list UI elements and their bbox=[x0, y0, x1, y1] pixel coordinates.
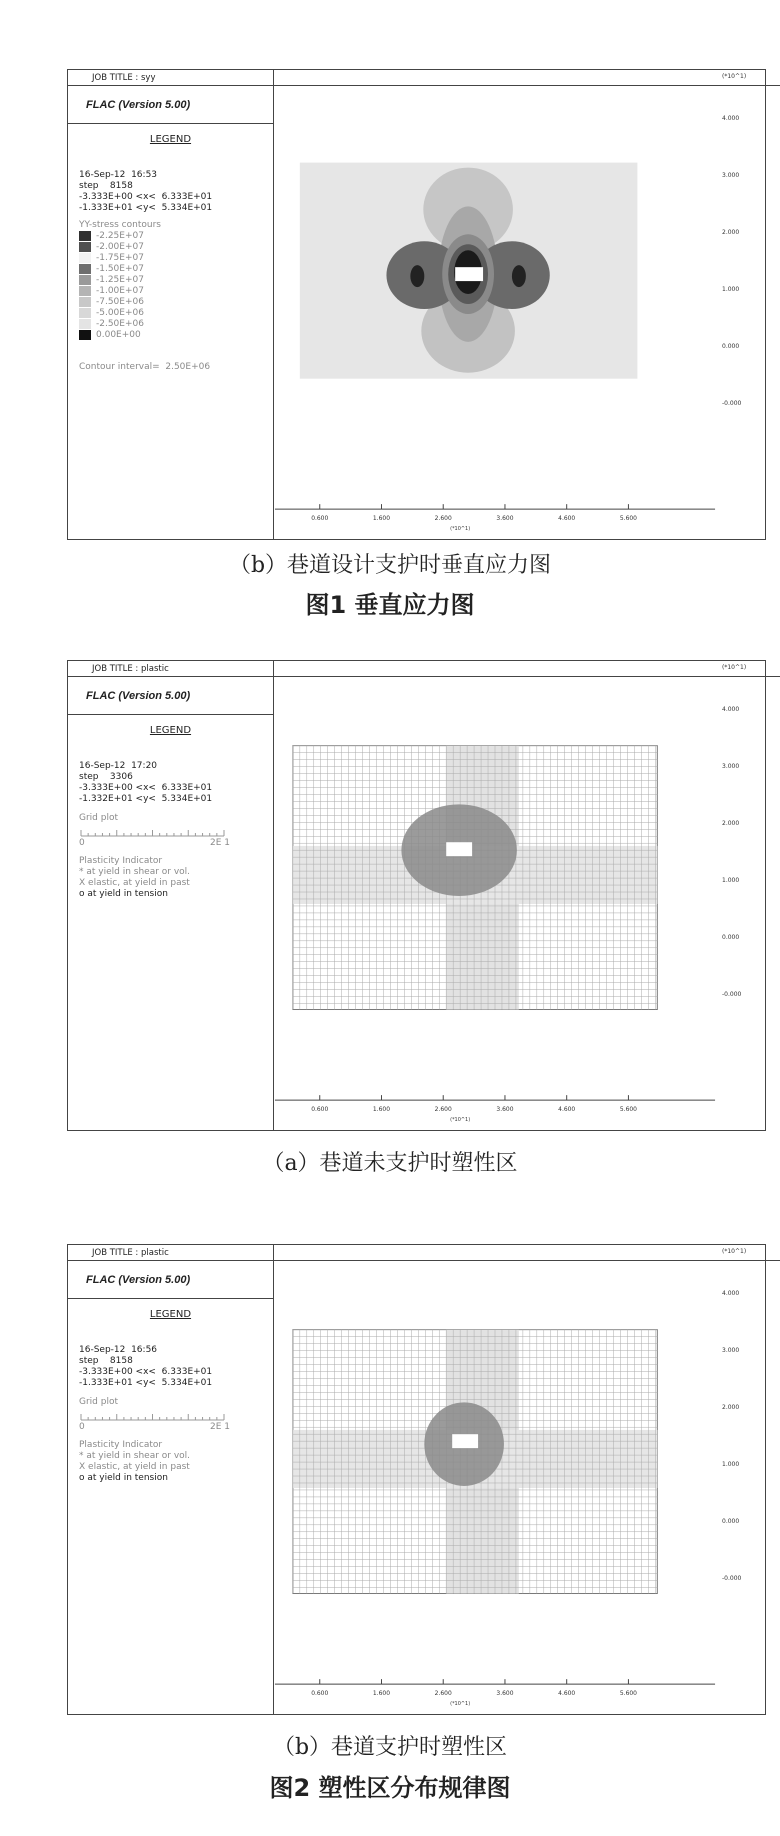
y-range: -1.333E+01 <y< 5.334E+01 bbox=[79, 203, 213, 213]
contour-swatch bbox=[79, 297, 91, 307]
plastic-zone-plot bbox=[274, 661, 716, 1130]
x-axis-label: (*10^1) bbox=[450, 526, 471, 533]
contour-level-label: -1.00E+07 bbox=[96, 286, 144, 296]
y-tick-label: 1.000 bbox=[722, 286, 740, 293]
y-tick-label: 0.000 bbox=[722, 1518, 740, 1525]
job-title: JOB TITLE : plastic bbox=[68, 1245, 273, 1261]
contour-swatch bbox=[79, 231, 91, 241]
x-tick-label: 1.600 bbox=[372, 1690, 391, 1698]
figure-caption: 图1 垂直应力图 bbox=[305, 591, 475, 619]
subfigure-caption: （a）巷道未支护时塑性区 bbox=[262, 1151, 518, 1176]
contour-swatch bbox=[79, 253, 91, 263]
grid-plot-label: Grid plot bbox=[79, 813, 118, 823]
contour-title: YY-stress contours bbox=[79, 220, 161, 230]
run-date: 16-Sep-12 16:53 bbox=[79, 170, 158, 180]
contour-level-label: -5.00E+06 bbox=[96, 308, 144, 318]
job-title: JOB TITLE : syy bbox=[68, 70, 273, 86]
y-tick-label: -0.000 bbox=[722, 1575, 742, 1582]
x-tick-label: 2.600 bbox=[434, 1106, 452, 1114]
x-tick-label: 3.600 bbox=[496, 1690, 514, 1698]
contour-level-label: 0.00E+00 bbox=[96, 330, 141, 340]
step-count: step 3306 bbox=[79, 772, 133, 782]
y-tick-label: 1.000 bbox=[722, 877, 740, 884]
x-axis-ticks bbox=[311, 504, 637, 532]
y-axis bbox=[716, 1245, 767, 1714]
contour-level-label: -1.50E+07 bbox=[96, 264, 144, 274]
subfigure-caption: （b）巷道支护时塑性区 bbox=[272, 1735, 508, 1760]
grid-scale-bar bbox=[79, 827, 229, 839]
figure-caption: 图2 塑性区分布规律图 bbox=[269, 1774, 511, 1802]
x-range: -3.333E+00 <x< 6.333E+01 bbox=[79, 1367, 213, 1377]
x-tick-label: 3.600 bbox=[496, 515, 514, 523]
y-axis bbox=[716, 661, 767, 1130]
flac-version: FLAC (Version 5.00) bbox=[68, 86, 273, 124]
x-tick-label: 1.600 bbox=[372, 515, 391, 523]
contour-interval: Contour interval= 2.50E+06 bbox=[79, 362, 211, 372]
plasticity-item: * at yield in shear or vol. bbox=[79, 1451, 191, 1461]
contour-level-label: -2.00E+07 bbox=[96, 242, 144, 252]
x-axis-ticks bbox=[311, 1095, 637, 1123]
contour-swatch bbox=[79, 319, 91, 329]
y-tick-label: 4.000 bbox=[722, 706, 740, 713]
y-tick-label: 0.000 bbox=[722, 934, 740, 941]
y-axis-label: (*10^1) bbox=[722, 73, 747, 80]
y-tick-label: 2.000 bbox=[722, 1404, 740, 1411]
x-tick-label: 1.600 bbox=[372, 1106, 391, 1114]
legend-column bbox=[68, 1245, 274, 1714]
contour-level-label: -7.50E+06 bbox=[96, 297, 144, 307]
plastic-figure-panel bbox=[67, 660, 766, 1131]
grid-plot-label: Grid plot bbox=[79, 1397, 118, 1407]
left-stress-core bbox=[410, 265, 424, 287]
scale-right: 2E 1 bbox=[210, 1422, 230, 1432]
flac-version: FLAC (Version 5.00) bbox=[68, 677, 273, 715]
x-tick-label: 5.600 bbox=[619, 515, 637, 523]
y-axis-label: (*10^1) bbox=[722, 1248, 747, 1255]
run-date: 16-Sep-12 17:20 bbox=[79, 761, 158, 771]
contour-swatch bbox=[79, 242, 91, 252]
plasticity-item: X elastic, at yield in past bbox=[79, 1462, 190, 1472]
y-tick-label: 1.000 bbox=[722, 1461, 740, 1468]
x-axis-label: (*10^1) bbox=[450, 1117, 471, 1124]
x-tick-label: 4.600 bbox=[558, 1690, 576, 1698]
x-axis-ticks bbox=[311, 1679, 637, 1707]
run-date: 16-Sep-12 16:56 bbox=[79, 1345, 158, 1355]
contour-swatch bbox=[79, 308, 91, 318]
y-tick-label: -0.000 bbox=[722, 400, 742, 407]
y-tick-label: 3.000 bbox=[722, 763, 740, 770]
plastic-zone bbox=[424, 1402, 504, 1486]
contour-level-label: -1.75E+07 bbox=[96, 253, 144, 263]
scale-right: 2E 1 bbox=[210, 838, 230, 848]
roadway-opening bbox=[455, 267, 483, 281]
step-count: step 8158 bbox=[79, 1356, 133, 1366]
y-range: -1.332E+01 <y< 5.334E+01 bbox=[79, 794, 213, 804]
contour-level-label: -2.50E+06 bbox=[96, 319, 144, 329]
y-tick-label: 0.000 bbox=[722, 343, 740, 350]
y-axis bbox=[716, 70, 767, 539]
x-range: -3.333E+00 <x< 6.333E+01 bbox=[79, 192, 213, 202]
legend-column bbox=[68, 661, 274, 1130]
plasticity-item: X elastic, at yield in past bbox=[79, 878, 190, 888]
grid-scale-bar bbox=[79, 1411, 229, 1423]
legend-heading: LEGEND bbox=[149, 1309, 192, 1320]
stress-figure-panel bbox=[67, 69, 766, 540]
plastic-zone bbox=[401, 804, 517, 896]
plasticity-item: o at yield in tension bbox=[79, 889, 168, 899]
contour-level-label: -1.25E+07 bbox=[96, 275, 144, 285]
y-tick-label: 2.000 bbox=[722, 229, 740, 236]
x-tick-label: 5.600 bbox=[619, 1106, 637, 1114]
x-tick-label: 4.600 bbox=[558, 1106, 576, 1114]
stress-contour-plot bbox=[274, 70, 716, 539]
contour-swatch bbox=[79, 286, 91, 296]
scale-left: 0 bbox=[79, 838, 85, 848]
flac-version: FLAC (Version 5.00) bbox=[68, 1261, 273, 1299]
contour-swatch bbox=[79, 330, 91, 340]
contour-swatch bbox=[79, 264, 91, 274]
legend-heading: LEGEND bbox=[149, 134, 192, 145]
x-axis-label: (*10^1) bbox=[450, 1701, 471, 1708]
x-tick-label: 3.600 bbox=[496, 1106, 514, 1114]
contour-level-label: -2.25E+07 bbox=[96, 231, 144, 241]
x-tick-label: 0.600 bbox=[311, 515, 329, 523]
x-tick-label: 4.600 bbox=[558, 515, 576, 523]
plastic-zone-plot bbox=[274, 1245, 716, 1714]
scale-left: 0 bbox=[79, 1422, 85, 1432]
y-tick-label: 4.000 bbox=[722, 1290, 740, 1297]
plasticity-item: * at yield in shear or vol. bbox=[79, 867, 191, 877]
y-tick-label: 3.000 bbox=[722, 172, 740, 179]
step-count: step 8158 bbox=[79, 181, 133, 191]
y-range: -1.333E+01 <y< 5.334E+01 bbox=[79, 1378, 213, 1388]
y-tick-label: 4.000 bbox=[722, 115, 740, 122]
x-range: -3.333E+00 <x< 6.333E+01 bbox=[79, 783, 213, 793]
x-tick-label: 2.600 bbox=[434, 515, 452, 523]
plasticity-title: Plasticity Indicator bbox=[79, 856, 163, 866]
legend-column bbox=[68, 70, 274, 539]
contour-swatch bbox=[79, 275, 91, 285]
subfigure-caption: （b）巷道设计支护时垂直应力图 bbox=[228, 553, 552, 578]
x-tick-label: 0.600 bbox=[311, 1106, 329, 1114]
x-tick-label: 0.600 bbox=[311, 1690, 329, 1698]
job-title: JOB TITLE : plastic bbox=[68, 661, 273, 677]
right-stress-core bbox=[512, 265, 526, 287]
plasticity-item: o at yield in tension bbox=[79, 1473, 168, 1483]
plasticity-title: Plasticity Indicator bbox=[79, 1440, 163, 1450]
y-tick-label: 3.000 bbox=[722, 1347, 740, 1354]
plastic-figure-panel bbox=[67, 1244, 766, 1715]
x-tick-label: 2.600 bbox=[434, 1690, 452, 1698]
legend-heading: LEGEND bbox=[149, 725, 192, 736]
y-axis-label: (*10^1) bbox=[722, 664, 747, 671]
y-tick-label: 2.000 bbox=[722, 820, 740, 827]
x-tick-label: 5.600 bbox=[619, 1690, 637, 1698]
y-tick-label: -0.000 bbox=[722, 991, 742, 998]
